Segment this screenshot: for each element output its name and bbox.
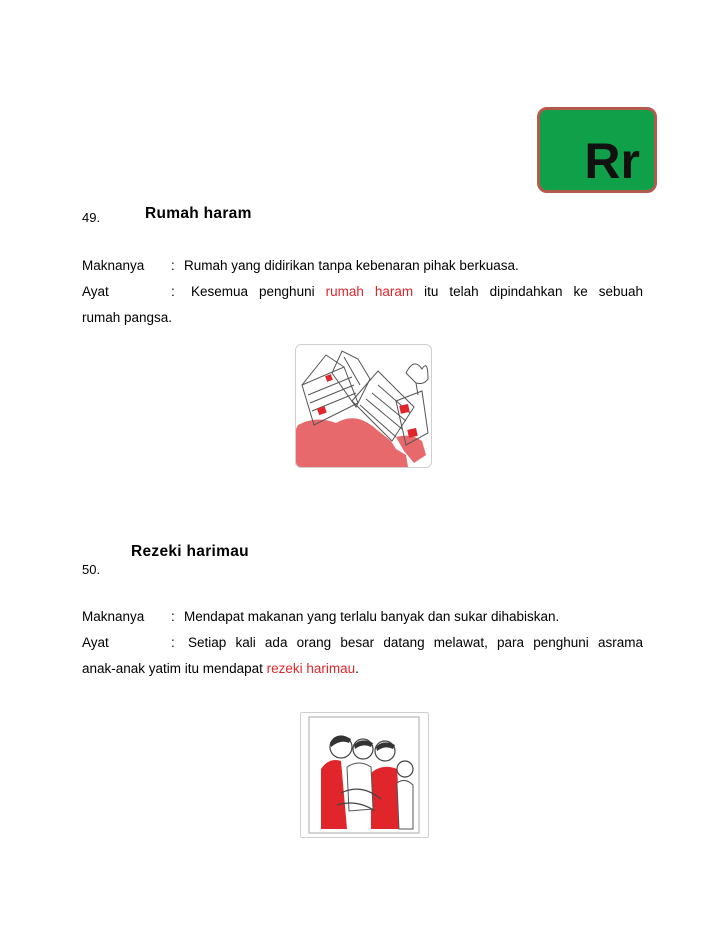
ayat-label: Ayat — [82, 284, 109, 299]
ayat-sentence-line2 — [82, 661, 359, 676]
ayat-sentence-line1: Setiap kali ada orang besar datang melawat, para penghuni asrama — [188, 635, 643, 650]
maknanya-text: Mendapat makanan yang terlalu banyak dan sukar dihabiskan. — [184, 609, 560, 624]
ayat-text-before: anak-anak yatim itu mendapat — [82, 661, 263, 676]
maknanya-label: Maknanya — [82, 609, 145, 624]
ayat-text-before: Kesemua penghuni — [191, 284, 315, 299]
ayat-label: Ayat — [82, 635, 109, 650]
entry-number: 50. — [82, 562, 101, 577]
ayat-colon: : — [171, 284, 175, 299]
ayat-highlight: rezeki harimau — [266, 661, 356, 676]
houses-drawing — [296, 345, 431, 467]
illustration-tilted-houses — [295, 344, 432, 468]
maknanya-text: Rumah yang didirikan tanpa kebenaran pihak berkuasa. — [184, 258, 519, 273]
ayat-highlight: rumah haram — [325, 284, 414, 299]
maknanya-colon: : — [171, 258, 175, 273]
entry-heading: Rezeki harimau — [131, 543, 249, 560]
people-drawing — [301, 713, 428, 837]
ayat-text-after: itu telah dipindahkan ke sebuah — [424, 284, 643, 299]
maknanya-label: Maknanya — [82, 258, 145, 273]
ayat-sentence-line2: rumah pangsa. — [82, 310, 173, 325]
ayat-sentence-line1 — [191, 284, 643, 299]
letter-badge-text: Rr — [584, 133, 640, 189]
maknanya-colon: : — [171, 609, 175, 624]
entry-number: 49. — [82, 210, 101, 225]
illustration-group-people — [300, 712, 429, 838]
entry-heading: Rumah haram — [145, 205, 252, 222]
ayat-colon: : — [171, 635, 175, 650]
ayat-text-after: . — [355, 661, 359, 676]
letter-badge — [537, 107, 657, 193]
